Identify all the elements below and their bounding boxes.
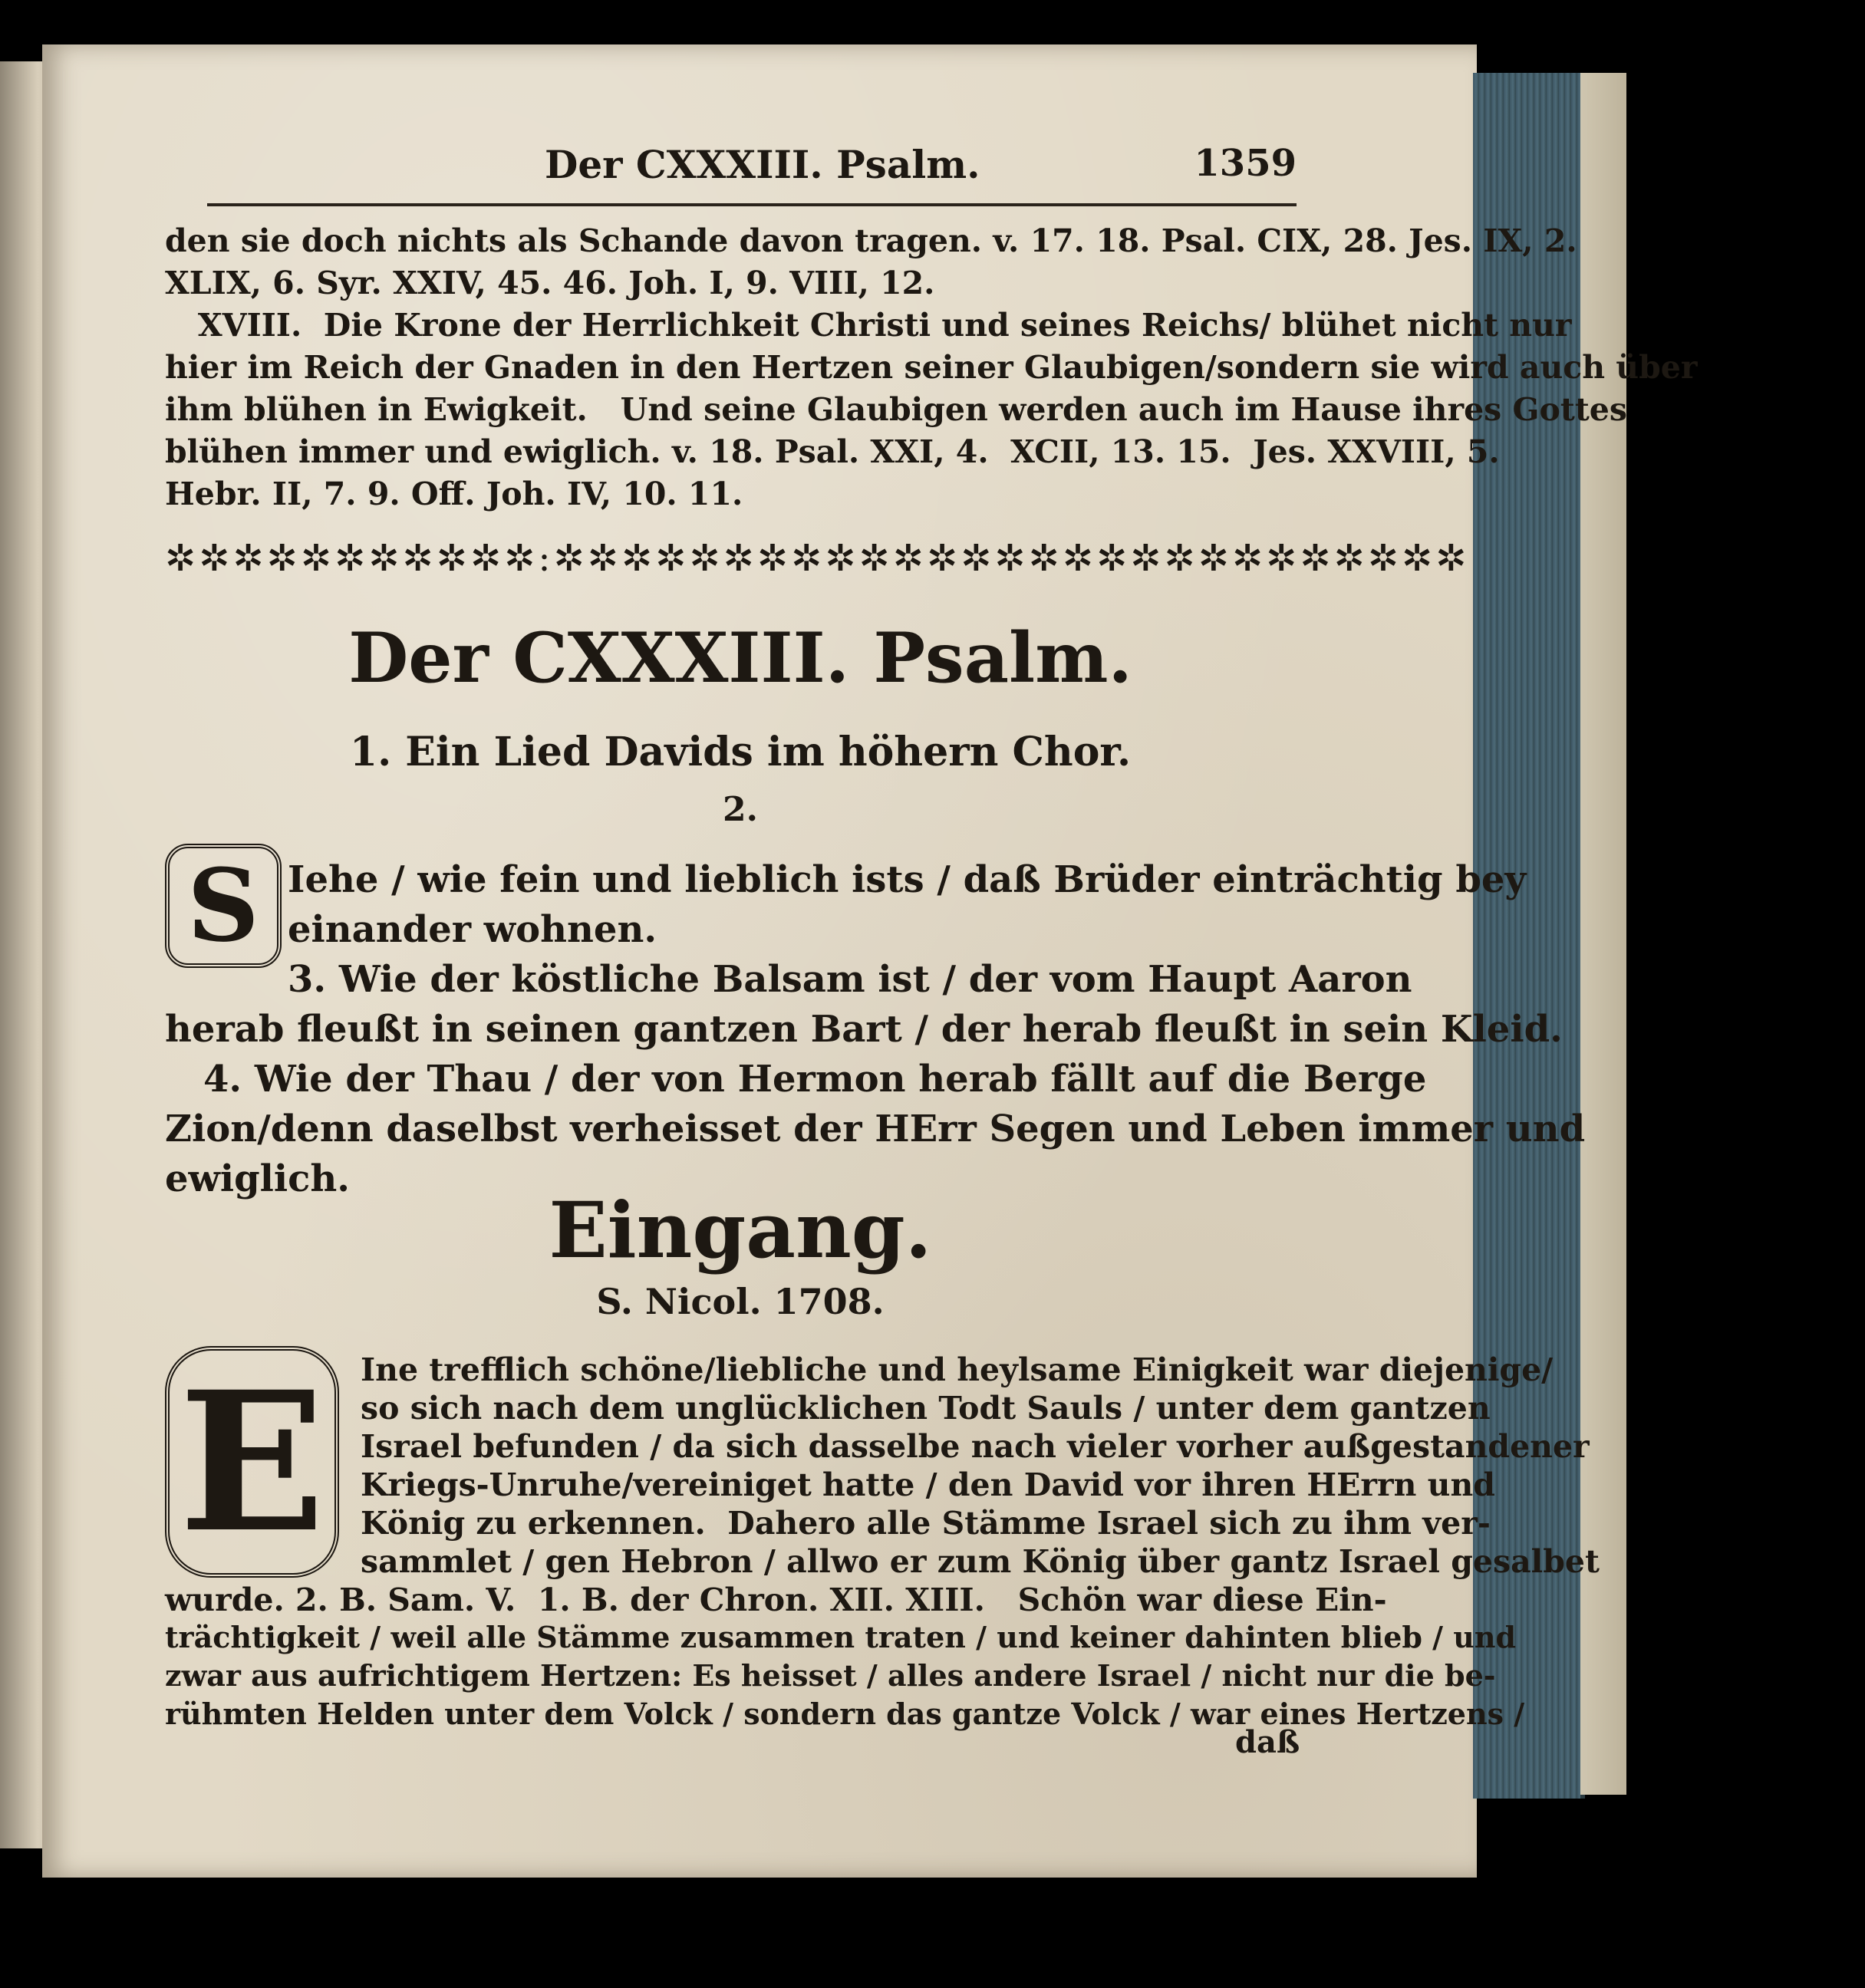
ornament-divider: ✲✲✲✲✲✲✲✲✲✲✲:✲✲✲✲✲✲✲✲✲✲✲✲✲✲✲✲✲✲✲✲✲✲✲✲✲✲✲ [165,537,1470,580]
verse-4-line: Zion/denn daselbst verheisset der HErr Segen und Leben immer und [165,1108,1586,1150]
book-cover-edge [1580,73,1626,1795]
verse-2-line: einander wohnen. [288,908,657,951]
drop-initial-e: E [165,1346,339,1578]
verse-3-line: 3. Wie der köstliche Balsam ist / der vom Haupt Aaron [288,958,1412,1001]
section-title: Eingang. [549,1185,932,1275]
body-line: Israel befunden / da sich dasselbe nach vieler vorher außgestandener [361,1428,1590,1465]
running-title: Der CXXXIII. Psalm. [545,142,980,187]
body-line: Ine trefflich schöne/liebliche und heylsame Einigkeit war diejenige/ [361,1351,1554,1388]
catchword: daß [1235,1724,1300,1760]
text-line: XLIX, 6. Syr. XXIV, 45. 46. Joh. I, 9. VIII, 12. [165,265,935,301]
body-line: so sich nach dem unglücklichen Todt Sauls / unter dem gantzen [361,1390,1491,1427]
text-line: ihm blühen in Ewigkeit. Und seine Glaubigen werden auch im Hause ihres Gottes [165,391,1627,428]
section-subtitle: S. Nicol. 1708. [596,1281,885,1322]
text-line: Hebr. II, 7. 9. Off. Joh. IV, 10. 11. [165,476,743,512]
verse-4-line: ewiglich. [165,1157,350,1200]
body-line: wurde. 2. B. Sam. V. 1. B. der Chron. XII. XIII. Schön war diese Ein- [165,1582,1387,1618]
text-line: hier im Reich der Gnaden in den Hertzen seiner Glaubigen/sondern sie wird auch über [165,349,1698,386]
body-line: zwar aus aufrichtigem Hertzen: Es heisset / alles andere Israel / nicht nur die be- [165,1658,1496,1693]
body-line: trächtigkeit / weil alle Stämme zusammen traten / und keiner dahinten blieb / und [165,1620,1517,1654]
body-line: rühmten Helden unter dem Volck / sondern das gantze Volck / war eines Hertzens / [165,1697,1525,1731]
body-line: Kriegs-Unruhe/vereiniget hatte / den David vor ihren HErrn und [361,1466,1495,1503]
body-line: König zu erkennen. Dahero alle Stämme Israel sich zu ihm ver- [361,1505,1491,1542]
text-line: den sie doch nichts als Schande davon tragen. v. 17. 18. Psal. CIX, 28. Jes. IX, 2. [165,222,1577,259]
verse-4-line: 4. Wie der Thau / der von Hermon herab fällt auf die Berge [203,1058,1427,1101]
drop-initial-s: S [165,844,282,968]
verse-2-line: Iehe / wie fein und lieblich ists / daß Brüder einträchtig bey [288,858,1527,901]
psalm-title: Der CXXXIII. Psalm. [348,617,1132,699]
psalm-verse-1: 1. Ein Lied Davids im höhern Chor. [349,729,1132,775]
verse-number-2: 2. [723,790,758,829]
header-rule [207,203,1297,206]
page-header [207,142,1297,196]
body-line: sammlet / gen Hebron / allwo er zum König über gantz Israel gesalbet [361,1543,1600,1580]
verse-3-line: herab fleußt in seinen gantzen Bart / der herab fleußt in sein Kleid. [165,1008,1563,1051]
text-line: XVIII. Die Krone der Herrlichkeit Christi und seines Reichs/ blühet nicht nur [165,307,1572,344]
text-line: blühen immer und ewiglich. v. 18. Psal. XXI, 4. XCII, 13. 15. Jes. XXVIII, 5. [165,433,1500,470]
page-number: 1359 [1194,142,1297,185]
